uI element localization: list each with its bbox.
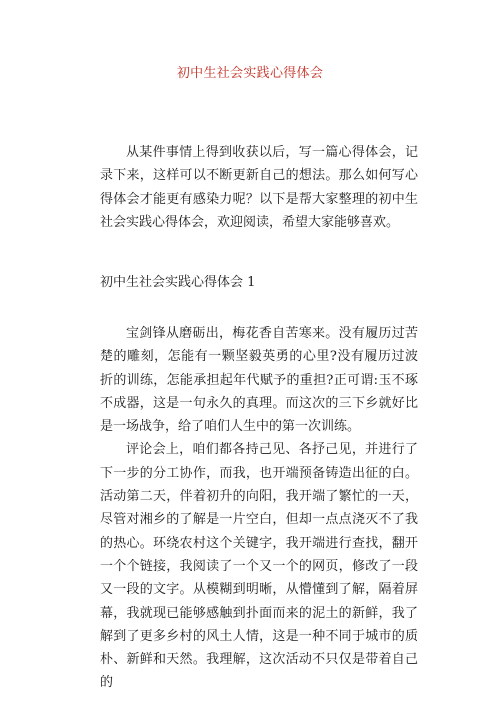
body-paragraph: 评论会上，咱们都各持己见、各抒己见，并进行了下一步的分工协作，而我，也开端预备铸造出征的白。活动第二天，伴着初升的向阳，我开端了繁忙的一天，尽管对湘乡的了解是一片空白，但却一点点浇灭不了我的热心。环绕农村这个关键字，我开端进行查找，翻开一个个链接，我阅读了一个又一个的网页，修改了一段又一段的文字。从模糊到明晰，从懵懂到了解，隔着屏幕，我就现已能够感触到扑面而来的泥土的新鲜，我了解到了更多乡村的风土人情，这是一种不同于城市的质朴、新鲜和天然。我理解，这次活动不只仅是带着自己的 [100, 442, 418, 691]
intro-section [100, 141, 418, 234]
document-title: 初中生社会实践心得体会 [176, 66, 324, 81]
section-heading: 初中生社会实践心得体会 1 [100, 275, 256, 290]
body-paragraph: 宝剑锋从磨砺出，梅花香自苦寒来。没有履历过苦楚的雕刻，怎能有一颗坚毅英勇的心里?没有履历过波折的训练，怎能承担起年代赋予的重担?正可谓:玉不琢不成器，这是一句永久的真理。而这次的三下乡就好比是一场战争，给了咱们人生中的第一次训练。 [100, 326, 418, 435]
intro-paragraph: 从某件事情上得到收获以后，写一篇心得体会，记录下来，这样可以不断更新自己的想法。那么如何写心得体会才能更有感染力呢？以下是帮大家整理的初中生社会实践心得体会，欢迎阅读，希望大家能够喜欢。 [100, 145, 418, 230]
body-section [100, 322, 418, 695]
